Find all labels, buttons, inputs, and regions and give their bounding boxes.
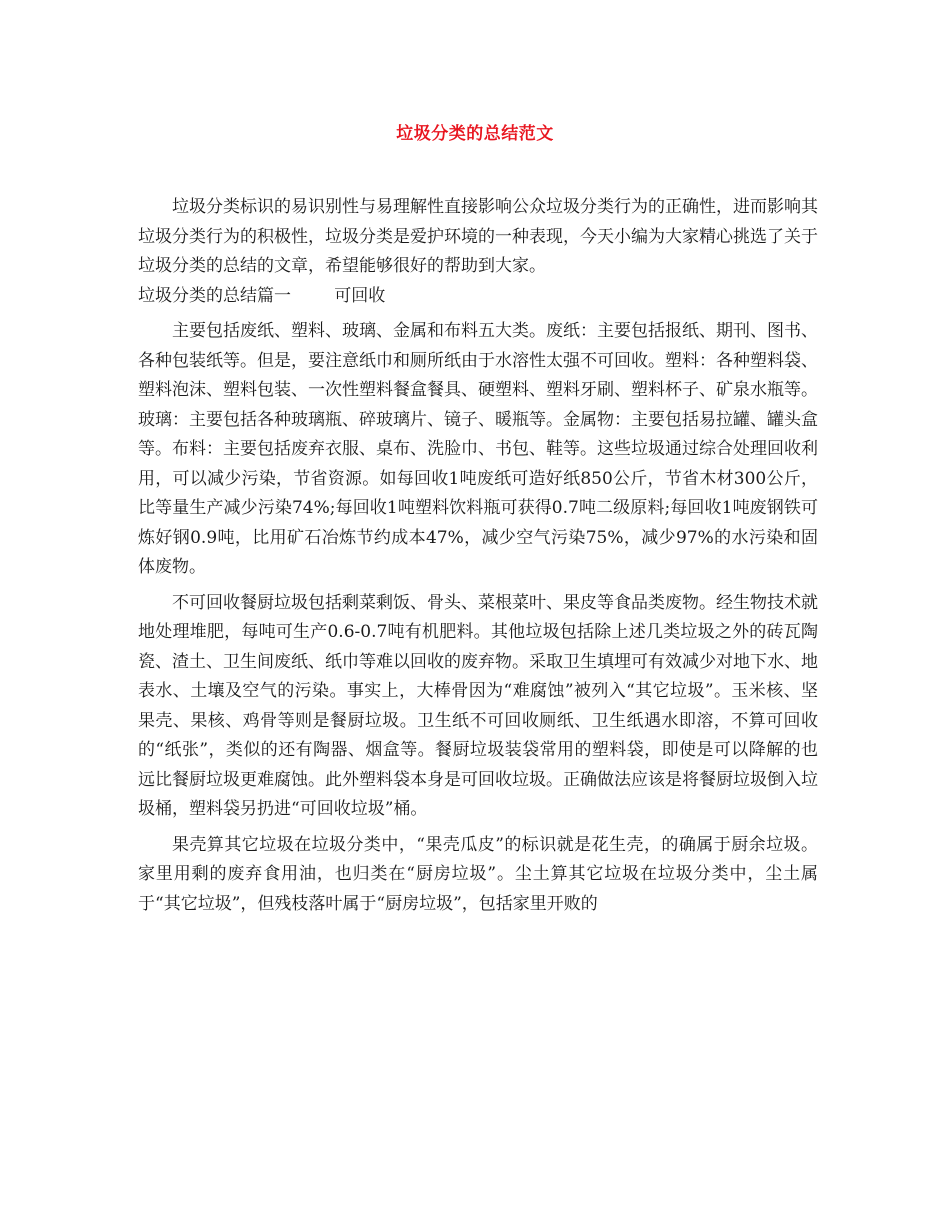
- intro-paragraph: 垃圾分类标识的易识别性与易理解性直接影响公众垃圾分类行为的正确性，进而影响其垃圾分类行为的积极性，垃圾分类是爱护环境的一种表现，今天小编为大家精心挑选了关于垃圾分类的总结的文章，希望能够很好的帮助到大家。: [138, 197, 818, 276]
- document-body: [138, 193, 818, 919]
- section-heading: 垃圾分类的总结篇一: [138, 285, 291, 306]
- section-subtitle: 可回收: [334, 285, 386, 306]
- body-paragraph: 不可回收餐厨垃圾包括剩菜剩饭、骨头、菜根菜叶、果皮等食品类废物。经生物技术就地处理堆肥，每吨可生产0.6-0.7吨有机肥料。其他垃圾包括除上述几类垃圾之外的砖瓦陶瓷、渣土、卫生间废纸、纸巾等难以回收的废弃物。采取卫生填埋可有效减少对地下水、地表水、土壤及空气的污染。事实上，大棒骨因为“难腐蚀”被列入“其它垃圾”。玉米核、坚果壳、果核、鸡骨等则是餐厨垃圾。卫生纸不可回收厕纸、卫生纸遇水即溶，不算可回收的“纸张”，类似的还有陶器、烟盒等。餐厨垃圾装袋常用的塑料袋，即使是可以降解的也远比餐厨垃圾更难腐蚀。此外塑料袋本身是可回收垃圾。正确做法应该是将餐厨垃圾倒入垃圾桶，塑料袋另扔进“可回收垃圾”桶。: [138, 592, 818, 819]
- body-paragraph: 主要包括废纸、塑料、玻璃、金属和布料五大类。废纸：主要包括报纸、期刊、图书、各种包装纸等。但是，要注意纸巾和厕所纸由于水溶性太强不可回收。塑料：各种塑料袋、塑料泡沫、塑料包装、一次性塑料餐盒餐具、硬塑料、塑料牙刷、塑料杯子、矿泉水瓶等。玻璃：主要包括各种玻璃瓶、碎玻璃片、镜子、暖瓶等。金属物：主要包括易拉罐、罐头盒等。布料：主要包括废弃衣服、桌布、洗脸巾、书包、鞋等。这些垃圾通过综合处理回收利用，可以减少污染，节省资源。如每回收1吨废纸可造好纸850公斤，节省木材300公斤，比等量生产减少污染74%;每回收1吨塑料饮料瓶可获得0.7吨二级原料;每回收1吨废钢铁可炼好钢0.9吨，比用矿石冶炼节约成本47%，减少空气污染75%，减少97%的水污染和固体废物。: [138, 321, 818, 577]
- body-paragraph: 果壳算其它垃圾在垃圾分类中，“果壳瓜皮”的标识就是花生壳，的确属于厨余垃圾。家里用剩的废弃食用油，也归类在“厨房垃圾”。尘土算其它垃圾在垃圾分类中，尘土属于“其它垃圾”，但残枝落叶属于“厨房垃圾”，包括家里开败的: [138, 834, 818, 914]
- document-title: 垃圾分类的总结范文: [396, 124, 554, 144]
- section-heading-line: [138, 282, 818, 312]
